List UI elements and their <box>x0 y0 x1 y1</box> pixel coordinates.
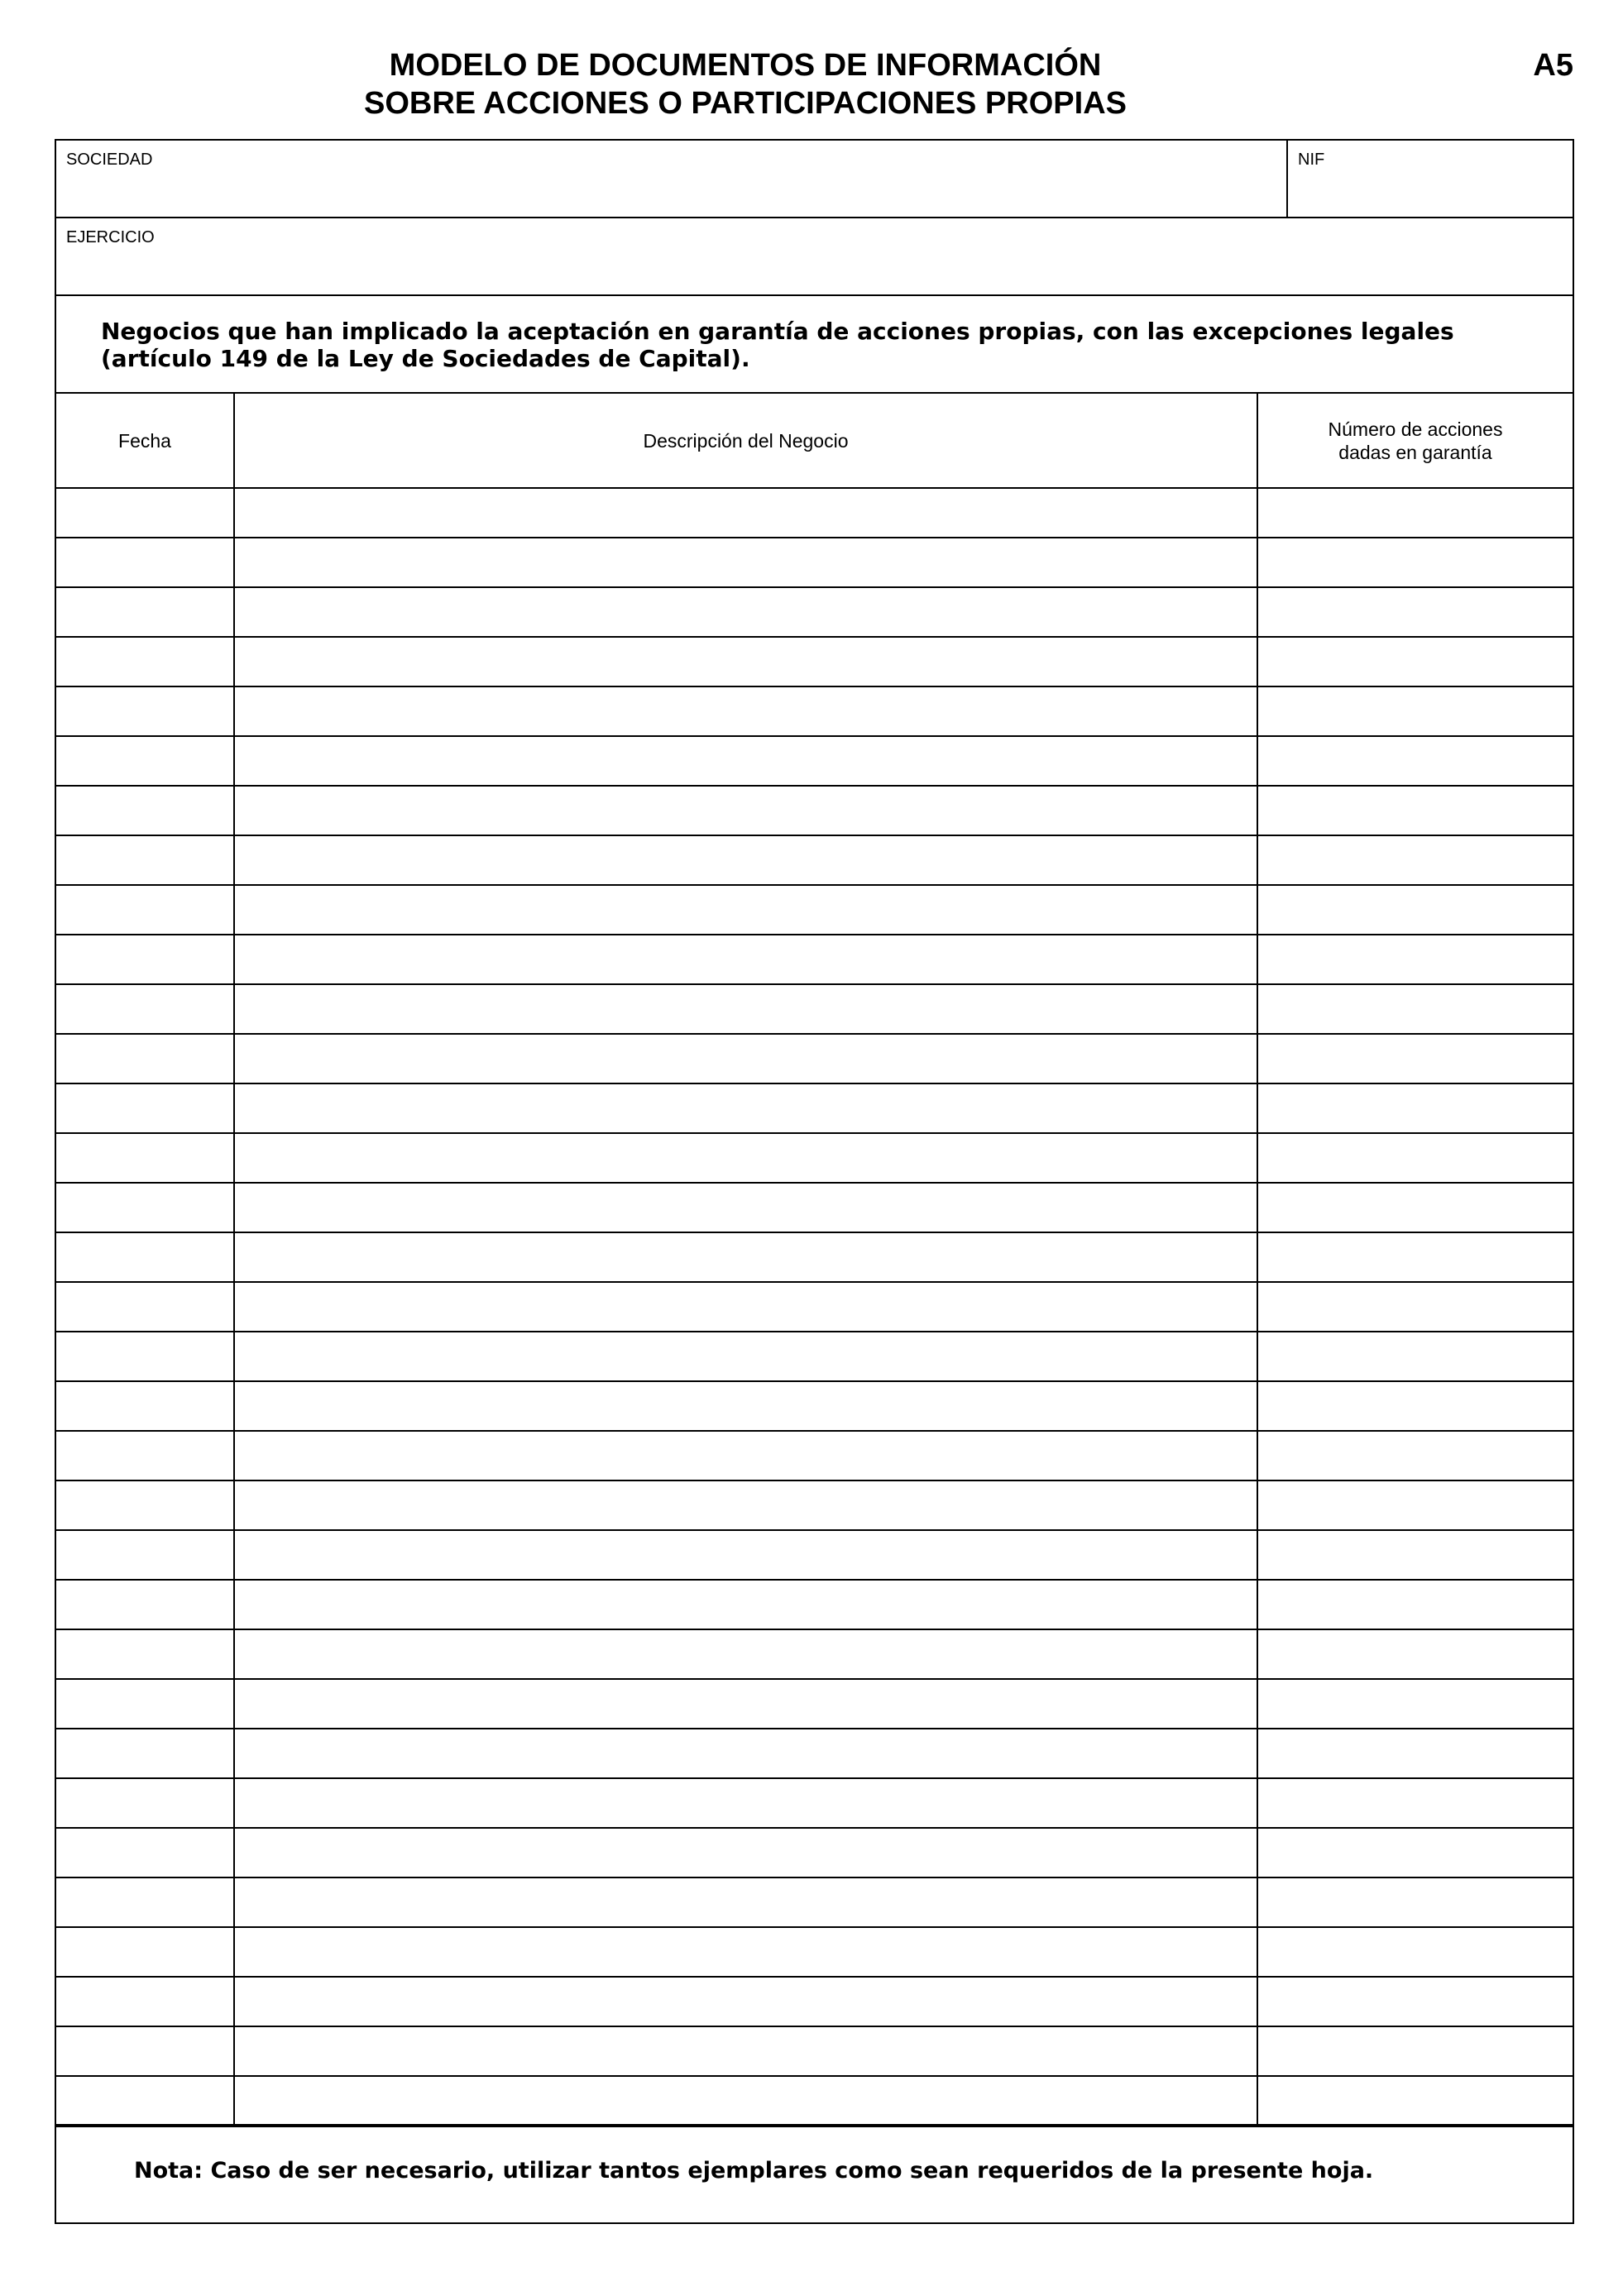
descripcion-cell[interactable] <box>234 935 1257 984</box>
fecha-cell[interactable] <box>56 488 234 538</box>
numero-acciones-cell[interactable] <box>1257 1877 1573 1927</box>
table-header-row <box>56 394 1573 488</box>
descripcion-cell[interactable] <box>234 587 1257 637</box>
guarantee-table <box>56 394 1573 2127</box>
fecha-cell[interactable] <box>56 1877 234 1927</box>
fecha-cell[interactable] <box>56 1927 234 1977</box>
form-title-line-1: MODELO DE DOCUMENTOS DE INFORMACIÓN <box>389 48 1102 83</box>
table-row <box>56 1977 1573 2026</box>
numero-acciones-cell[interactable] <box>1257 1629 1573 1679</box>
fecha-cell[interactable] <box>56 1729 234 1778</box>
table-row <box>56 1828 1573 1877</box>
numero-acciones-cell[interactable] <box>1257 1183 1573 1232</box>
numero-acciones-cell[interactable] <box>1257 885 1573 935</box>
numero-acciones-cell[interactable] <box>1257 1381 1573 1431</box>
numero-acciones-cell[interactable] <box>1257 935 1573 984</box>
numero-acciones-cell[interactable] <box>1257 1232 1573 1282</box>
fecha-cell[interactable] <box>56 736 234 786</box>
table-row <box>56 1480 1573 1530</box>
fecha-cell[interactable] <box>56 984 234 1034</box>
table-body <box>56 488 1573 2126</box>
numero-acciones-cell[interactable] <box>1257 1083 1573 1133</box>
fecha-cell[interactable] <box>56 1629 234 1679</box>
table-row <box>56 1729 1573 1778</box>
numero-acciones-cell[interactable] <box>1257 637 1573 686</box>
fecha-cell[interactable] <box>56 1034 234 1083</box>
table-row <box>56 1629 1573 1679</box>
descripcion-cell[interactable] <box>234 1133 1257 1183</box>
descripcion-cell[interactable] <box>234 1927 1257 1977</box>
table-row <box>56 885 1573 935</box>
numero-acciones-cell[interactable] <box>1257 1580 1573 1629</box>
fecha-cell[interactable] <box>56 1183 234 1232</box>
descripcion-cell[interactable] <box>234 1480 1257 1530</box>
column-header-descripcion-label: Descripción del Negocio <box>643 429 849 452</box>
numero-acciones-cell[interactable] <box>1257 1282 1573 1332</box>
table-row <box>56 736 1573 786</box>
numero-acciones-cell[interactable] <box>1257 686 1573 736</box>
section-description: Negocios que han implicado la aceptación en garantía de acciones propias, con las excepciones legales (artículo 149 de la Ley de Sociedades de Capital). <box>56 296 1573 394</box>
descripcion-cell[interactable] <box>234 736 1257 786</box>
column-header-descripcion <box>234 394 1257 488</box>
descripcion-cell[interactable] <box>234 637 1257 686</box>
descripcion-cell[interactable] <box>234 1778 1257 1828</box>
table-row <box>56 935 1573 984</box>
descripcion-cell[interactable] <box>234 538 1257 587</box>
descripcion-cell[interactable] <box>234 1828 1257 1877</box>
table-row <box>56 1530 1573 1580</box>
fecha-cell[interactable] <box>56 835 234 885</box>
numero-acciones-cell[interactable] <box>1257 1133 1573 1183</box>
descripcion-cell[interactable] <box>234 686 1257 736</box>
column-header-numero-acciones <box>1257 394 1573 488</box>
numero-acciones-cell[interactable] <box>1257 835 1573 885</box>
numero-acciones-cell[interactable] <box>1257 2076 1573 2126</box>
numero-acciones-cell[interactable] <box>1257 1828 1573 1877</box>
descripcion-cell[interactable] <box>234 1977 1257 2026</box>
table-row <box>56 1282 1573 1332</box>
fecha-cell[interactable] <box>56 1133 234 1183</box>
descripcion-cell[interactable] <box>234 984 1257 1034</box>
descripcion-cell[interactable] <box>234 1729 1257 1778</box>
table-row <box>56 1083 1573 1133</box>
fecha-cell[interactable] <box>56 1778 234 1828</box>
table-row <box>56 1927 1573 1977</box>
numero-acciones-cell[interactable] <box>1257 587 1573 637</box>
descripcion-cell[interactable] <box>234 1034 1257 1083</box>
numero-acciones-cell[interactable] <box>1257 1977 1573 2026</box>
numero-acciones-cell[interactable] <box>1257 1431 1573 1480</box>
sociedad-label: SOCIEDAD <box>66 151 153 169</box>
table-row <box>56 2076 1573 2126</box>
fecha-cell[interactable] <box>56 1332 234 1381</box>
nif-label: NIF <box>1298 151 1325 169</box>
descripcion-cell[interactable] <box>234 885 1257 935</box>
table-row <box>56 1877 1573 1927</box>
descripcion-cell[interactable] <box>234 2026 1257 2076</box>
numero-acciones-cell[interactable] <box>1257 1332 1573 1381</box>
form-title <box>0 46 1491 122</box>
table-row <box>56 1679 1573 1729</box>
numero-acciones-cell[interactable] <box>1257 1034 1573 1083</box>
table-row <box>56 587 1573 637</box>
numero-acciones-cell[interactable] <box>1257 488 1573 538</box>
ejercicio-field[interactable] <box>56 218 1573 294</box>
table-row <box>56 1332 1573 1381</box>
fecha-cell[interactable] <box>56 538 234 587</box>
ejercicio-label: EJERCICIO <box>66 228 155 246</box>
descripcion-cell[interactable] <box>234 786 1257 835</box>
table-row <box>56 1232 1573 1282</box>
table-row <box>56 488 1573 538</box>
fecha-cell[interactable] <box>56 1580 234 1629</box>
column-header-fecha-label: Fecha <box>118 429 171 452</box>
table-row <box>56 1580 1573 1629</box>
descripcion-cell[interactable] <box>234 1629 1257 1679</box>
descripcion-cell[interactable] <box>234 1232 1257 1282</box>
descripcion-cell[interactable] <box>234 1332 1257 1381</box>
descripcion-cell[interactable] <box>234 1877 1257 1927</box>
table-row <box>56 1133 1573 1183</box>
numero-acciones-cell[interactable] <box>1257 1679 1573 1729</box>
fecha-cell[interactable] <box>56 686 234 736</box>
table-row <box>56 1431 1573 1480</box>
fecha-cell[interactable] <box>56 1381 234 1431</box>
fecha-cell[interactable] <box>56 587 234 637</box>
fecha-cell[interactable] <box>56 935 234 984</box>
fecha-cell[interactable] <box>56 1083 234 1133</box>
numero-acciones-cell[interactable] <box>1257 2026 1573 2076</box>
descripcion-cell[interactable] <box>234 1431 1257 1480</box>
form-container <box>55 139 1574 2224</box>
column-header-fecha <box>56 394 234 488</box>
table-row <box>56 1778 1573 1828</box>
form-title-line-2: SOBRE ACCIONES O PARTICIPACIONES PROPIAS <box>364 86 1127 121</box>
fecha-cell[interactable] <box>56 2076 234 2126</box>
numero-acciones-cell[interactable] <box>1257 786 1573 835</box>
numero-acciones-cell[interactable] <box>1257 1729 1573 1778</box>
sociedad-field[interactable] <box>56 141 1288 217</box>
numero-acciones-cell[interactable] <box>1257 1778 1573 1828</box>
descripcion-cell[interactable] <box>234 1580 1257 1629</box>
fecha-cell[interactable] <box>56 1232 234 1282</box>
table-row <box>56 686 1573 736</box>
table-row <box>56 2026 1573 2076</box>
numero-acciones-cell[interactable] <box>1257 1530 1573 1580</box>
fecha-cell[interactable] <box>56 1480 234 1530</box>
fecha-cell[interactable] <box>56 1431 234 1480</box>
descripcion-cell[interactable] <box>234 835 1257 885</box>
table-row <box>56 1183 1573 1232</box>
table-row <box>56 1381 1573 1431</box>
column-header-numero-line-2: dadas en garantía <box>1338 441 1492 463</box>
descripcion-cell[interactable] <box>234 1530 1257 1580</box>
fecha-cell[interactable] <box>56 786 234 835</box>
table-row <box>56 1034 1573 1083</box>
fecha-cell[interactable] <box>56 2026 234 2076</box>
fecha-cell[interactable] <box>56 1679 234 1729</box>
table-row <box>56 786 1573 835</box>
table-row <box>56 835 1573 885</box>
descripcion-cell[interactable] <box>234 1679 1257 1729</box>
table-row <box>56 637 1573 686</box>
table-row <box>56 538 1573 587</box>
numero-acciones-cell[interactable] <box>1257 1480 1573 1530</box>
ejercicio-row <box>56 218 1573 296</box>
fecha-cell[interactable] <box>56 1530 234 1580</box>
fecha-cell[interactable] <box>56 885 234 935</box>
descripcion-cell[interactable] <box>234 2076 1257 2126</box>
descripcion-cell[interactable] <box>234 1083 1257 1133</box>
numero-acciones-cell[interactable] <box>1257 1927 1573 1977</box>
numero-acciones-cell[interactable] <box>1257 984 1573 1034</box>
column-header-numero-line-1: Número de acciones <box>1328 418 1503 440</box>
fecha-cell[interactable] <box>56 1977 234 2026</box>
descripcion-cell[interactable] <box>234 488 1257 538</box>
numero-acciones-cell[interactable] <box>1257 538 1573 587</box>
fecha-cell[interactable] <box>56 1828 234 1877</box>
nif-field[interactable] <box>1288 141 1573 217</box>
table-row <box>56 984 1573 1034</box>
form-code: A5 <box>1533 48 1573 83</box>
descripcion-cell[interactable] <box>234 1282 1257 1332</box>
numero-acciones-cell[interactable] <box>1257 736 1573 786</box>
fecha-cell[interactable] <box>56 637 234 686</box>
company-row <box>56 141 1573 218</box>
fecha-cell[interactable] <box>56 1282 234 1332</box>
descripcion-cell[interactable] <box>234 1381 1257 1431</box>
footer-note: Nota: Caso de ser necesario, utilizar tantos ejemplares como sean requeridos de la presente hoja. <box>134 2158 1374 2184</box>
descripcion-cell[interactable] <box>234 1183 1257 1232</box>
